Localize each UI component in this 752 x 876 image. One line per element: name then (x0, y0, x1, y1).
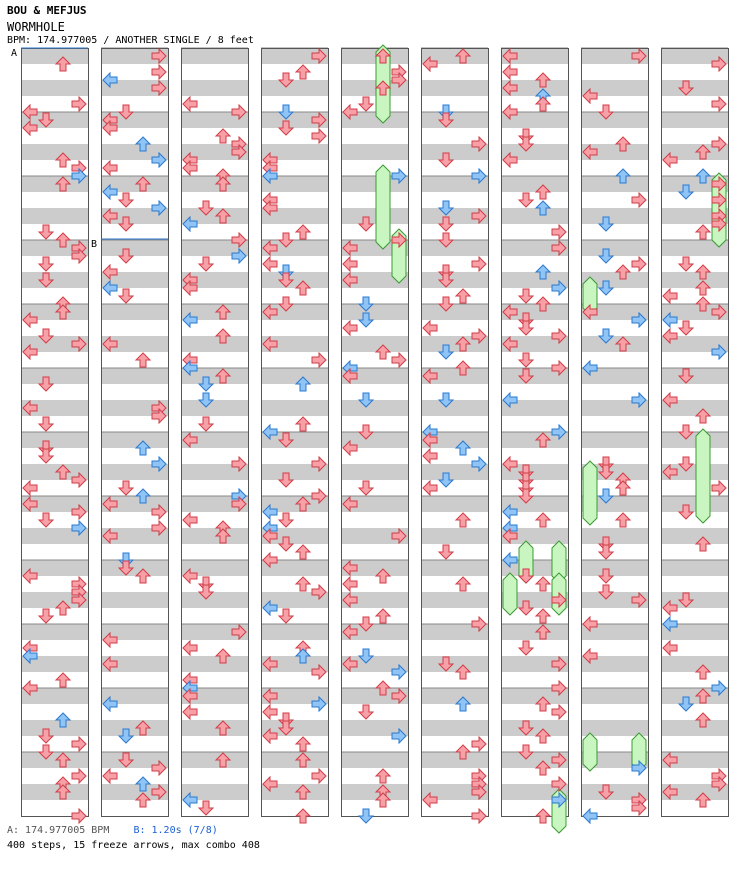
beat-stripe (421, 752, 488, 768)
beat-arrow-d (119, 481, 133, 495)
beat-stripe (501, 720, 568, 736)
beat-arrow-d (679, 321, 693, 335)
freeze-arrow (376, 165, 390, 249)
beat-stripe (581, 208, 648, 224)
beat-stripe (421, 656, 488, 672)
beat-arrow-d (359, 97, 373, 111)
beat-arrow-r (552, 225, 566, 239)
beat-arrow-d (39, 417, 53, 431)
beat-arrow-l (503, 65, 517, 79)
beat-stripe (21, 432, 88, 448)
offbeat-arrow-l (583, 809, 597, 823)
beat-stripe (261, 400, 328, 416)
beat-arrow-d (279, 513, 293, 527)
beat-stripe (341, 752, 408, 768)
beat-stripe (421, 592, 488, 608)
beat-arrow-u (456, 577, 470, 591)
beat-stripe (181, 528, 248, 544)
freeze-arrow (503, 573, 517, 615)
beat-stripe (181, 400, 248, 416)
beat-arrow-r (312, 769, 326, 783)
beat-stripe (341, 464, 408, 480)
beat-stripe (21, 752, 88, 768)
beat-stripe (421, 400, 488, 416)
beat-stripe (101, 240, 168, 256)
beat-stripe (21, 720, 88, 736)
beat-stripe (261, 272, 328, 288)
beat-arrow-u (536, 577, 550, 591)
beat-stripe (261, 624, 328, 640)
beat-arrow-r (552, 705, 566, 719)
beat-stripe (21, 80, 88, 96)
beat-stripe (21, 144, 88, 160)
beat-arrow-r (712, 97, 726, 111)
beat-arrow-d (679, 257, 693, 271)
beat-stripe (581, 688, 648, 704)
beat-stripe (101, 304, 168, 320)
beat-arrow-d (39, 257, 53, 271)
beat-arrow-u (296, 417, 310, 431)
beat-arrow-u (376, 609, 390, 623)
beat-arrow-r (472, 809, 486, 823)
beat-stripe (421, 304, 488, 320)
beat-stripe (21, 368, 88, 384)
beat-stripe (661, 496, 728, 512)
beat-arrow-l (183, 513, 197, 527)
beat-stripe (661, 560, 728, 576)
beat-stripe (421, 80, 488, 96)
chart-column (21, 48, 89, 817)
beat-arrow-l (183, 641, 197, 655)
beat-stripe (261, 368, 328, 384)
beat-arrow-u (456, 289, 470, 303)
beat-arrow-u (296, 577, 310, 591)
beat-arrow-d (199, 801, 213, 815)
chart-info: BPM: 174.977005 / ANOTHER SINGLE / 8 feet (7, 35, 254, 46)
beat-arrow-r (392, 353, 406, 367)
beat-arrow-u (136, 353, 150, 367)
beat-stripe (581, 112, 648, 128)
beat-arrow-d (519, 289, 533, 303)
beat-stripe (21, 624, 88, 640)
song-title: WORMHOLE (7, 20, 65, 34)
beat-arrow-r (312, 353, 326, 367)
beat-arrow-l (103, 769, 117, 783)
beat-stripe (661, 272, 728, 288)
beat-stripe (181, 80, 248, 96)
beat-stripe (581, 240, 648, 256)
offbeat-arrow-d (359, 809, 373, 823)
beat-arrow-l (103, 161, 117, 175)
beat-stripe (421, 112, 488, 128)
beat-stripe (181, 656, 248, 672)
beat-stripe (101, 432, 168, 448)
beat-arrow-d (39, 449, 53, 463)
beat-arrow-u (56, 673, 70, 687)
beat-arrow-u (296, 737, 310, 751)
freeze-arrow (696, 429, 710, 523)
beat-arrow-u (376, 769, 390, 783)
beat-arrow-d (439, 545, 453, 559)
beat-arrow-u (536, 609, 550, 623)
beat-arrow-d (119, 289, 133, 303)
beat-stripe (581, 336, 648, 352)
beat-stripe (661, 368, 728, 384)
beat-stripe (661, 528, 728, 544)
beat-arrow-l (263, 705, 277, 719)
beat-stripe (181, 720, 248, 736)
marker-a: A (11, 48, 18, 59)
beat-arrow-d (199, 257, 213, 271)
beat-stripe (181, 592, 248, 608)
beat-stripe (581, 176, 648, 192)
beat-stripe (101, 592, 168, 608)
beat-arrow-l (343, 577, 357, 591)
beat-stripe (421, 496, 488, 512)
beat-stripe (21, 272, 88, 288)
beat-arrow-d (39, 513, 53, 527)
beat-arrow-r (632, 257, 646, 271)
beat-stripe (661, 432, 728, 448)
beat-arrow-l (263, 257, 277, 271)
beat-stripe (341, 784, 408, 800)
beat-arrow-r (152, 65, 166, 79)
beat-arrow-d (519, 193, 533, 207)
beat-stripe (341, 400, 408, 416)
beat-arrow-l (663, 289, 677, 303)
bpm-b: B: 1.20s (7/8) (133, 825, 218, 836)
beat-arrow-l (343, 257, 357, 271)
beat-stripe (661, 80, 728, 96)
beat-stripe (421, 688, 488, 704)
beat-arrow-d (279, 609, 293, 623)
beat-arrow-r (472, 257, 486, 271)
beat-arrow-l (183, 97, 197, 111)
beat-arrow-u (456, 513, 470, 527)
beat-stripe (101, 368, 168, 384)
beat-stripe (21, 784, 88, 800)
beat-arrow-l (23, 481, 37, 495)
beat-arrow-l (663, 641, 677, 655)
beat-stripe (421, 272, 488, 288)
beat-arrow-d (199, 417, 213, 431)
marker-b: B (91, 239, 98, 250)
beat-stripe (421, 240, 488, 256)
beat-stripe (661, 656, 728, 672)
beat-stripe (661, 112, 728, 128)
beat-arrow-d (519, 353, 533, 367)
beat-arrow-d (119, 193, 133, 207)
beat-stripe (21, 48, 88, 64)
chart-column (581, 48, 649, 817)
beat-arrow-r (712, 481, 726, 495)
beat-stripe (661, 720, 728, 736)
beat-stripe (341, 48, 408, 64)
beat-arrow-u (616, 513, 630, 527)
beat-arrow-d (359, 481, 373, 495)
beat-arrow-u (536, 513, 550, 527)
beat-stripe (581, 528, 648, 544)
beat-arrow-u (536, 809, 550, 823)
beat-stripe (261, 80, 328, 96)
beat-arrow-r (632, 193, 646, 207)
artist-name: BOU & MEFJUS (7, 4, 87, 17)
bpm-legend (7, 825, 218, 836)
beat-stripe (261, 752, 328, 768)
beat-arrow-r (72, 737, 86, 751)
beat-arrow-u (216, 129, 230, 143)
beat-arrow-d (519, 321, 533, 335)
freeze-arrow (583, 461, 597, 525)
beat-stripe (21, 208, 88, 224)
beat-stripe (181, 752, 248, 768)
chart-stats: 400 steps, 15 freeze arrows, max combo 408 (7, 840, 260, 851)
beat-arrow-r (72, 809, 86, 823)
freeze-arrow (583, 733, 597, 771)
beat-stripe (181, 176, 248, 192)
beat-arrow-d (39, 225, 53, 239)
beat-stripe (581, 560, 648, 576)
beat-stripe (101, 560, 168, 576)
beat-stripe (341, 304, 408, 320)
chart-grid (21, 48, 729, 817)
beat-arrow-l (343, 321, 357, 335)
beat-arrow-u (296, 545, 310, 559)
beat-arrow-u (696, 225, 710, 239)
chart-column (341, 48, 409, 817)
beat-stripe (421, 560, 488, 576)
beat-arrow-l (423, 481, 437, 495)
beat-stripe (501, 208, 568, 224)
beat-stripe (501, 176, 568, 192)
beat-arrow-r (72, 769, 86, 783)
beat-stripe (421, 528, 488, 544)
beat-arrow-l (423, 449, 437, 463)
beat-stripe (421, 720, 488, 736)
beat-stripe (101, 720, 168, 736)
beat-arrow-u (296, 809, 310, 823)
beat-arrow-l (423, 321, 437, 335)
beat-arrow-u (536, 97, 550, 111)
beat-stripe (341, 208, 408, 224)
bpm-a: A: 174.977005 BPM (7, 825, 110, 836)
beat-arrow-l (183, 705, 197, 719)
beat-stripe (181, 336, 248, 352)
beat-stripe (181, 48, 248, 64)
beat-arrow-u (616, 481, 630, 495)
beat-stripe (341, 144, 408, 160)
beat-stripe (581, 432, 648, 448)
beat-arrow-r (72, 97, 86, 111)
beat-stripe (501, 624, 568, 640)
beat-arrow-d (359, 705, 373, 719)
beat-arrow-r (312, 129, 326, 143)
beat-arrow-d (599, 545, 613, 559)
beat-arrow-u (296, 225, 310, 239)
beat-arrow-d (39, 609, 53, 623)
beat-arrow-r (472, 737, 486, 751)
beat-arrow-d (519, 641, 533, 655)
beat-stripe (341, 336, 408, 352)
beat-arrow-u (296, 65, 310, 79)
